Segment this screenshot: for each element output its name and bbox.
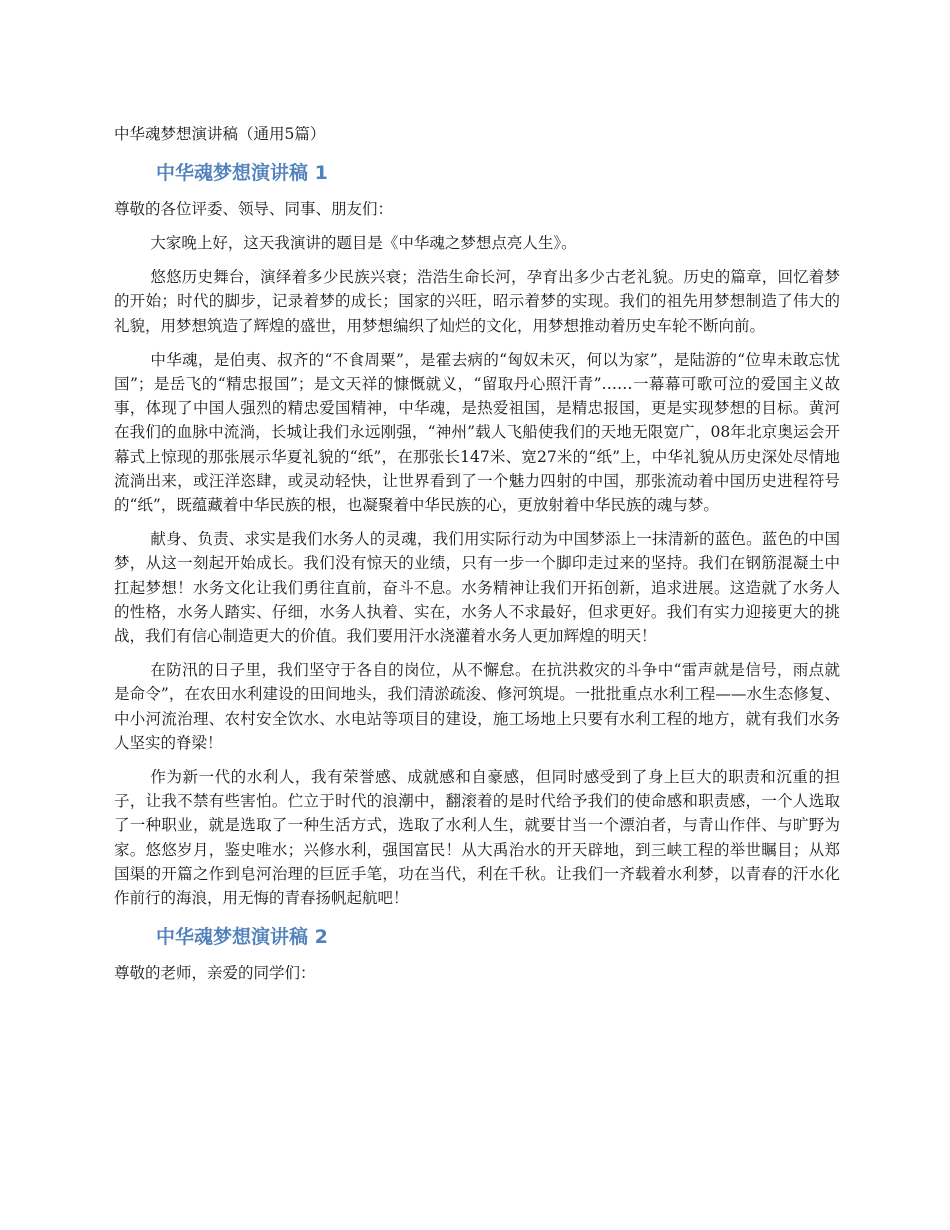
section-1-paragraph-3: 中华魂，是伯夷、叔齐的“不食周粟”，是霍去病的“匈奴未灭，何以为家”，是陆游的“位卑未敢忘忧国”；是岳飞的“精忠报国”；是文天祥的慷慨就义，“留取丹心照汗青”……一幕幕可歌可泣的爱国主义故事，体现了中国人强烈的精忠爱国精神，中华魂，是热爱祖国，是精忠报国，更是实现梦想的目标。黄河在我们的血脉中流淌，长城让我们永远刚强，“神州”载人飞船使我们的天地无限宽广，08年北京奥运会开幕式上惊现的那张展示华夏礼貌的“纸”，在那张长147米、宽27米的“纸”上，中华礼貌从历史深处尽情地流淌出来，或汪洋恣肆，或灵动轻快，让世界看到了一个魅力四射的中国，那张流动着中国历史进程符号的“纸”，既蕴藏着中华民族的根，也凝聚着中华民族的心，更放射着中华民族的魂与梦。 (114, 350, 840, 515)
section-1-paragraph-1: 大家晚上好，这天我演讲的题目是《中华魂之梦想点亮人生》。 (150, 234, 577, 252)
document-title: 中华魂梦想演讲稿（通用5篇） (114, 125, 326, 143)
section-1-paragraph-4: 献身、负责、求实是我们水务人的灵魂，我们用实际行动为中国梦添上一抹清新的蓝色。蓝色的中国梦，从这一刻起开始成长。我们没有惊天的业绩，只有一步一个脚印走过来的坚持。我们在钢筋混凝土中扛起梦想！水务文化让我们勇往直前，奋斗不息。水务精神让我们开拓创新，追求进展。这造就了水务人的性格，水务人踏实、仔细，水务人执着、实在，水务人不求最好，但求更好。我们有实力迎接更大的挑战，我们有信心制造更大的价值。我们要用汗水浇灌着水务人更加辉煌的明天！ (114, 530, 840, 646)
section-2-greeting: 尊敬的老师，亲爱的同学们： (114, 964, 316, 983)
document-body (114, 122, 840, 995)
section-1-paragraph-5: 在防汛的日子里，我们坚守于各自的岗位，从不懈怠。在抗洪救灾的斗争中“雷声就是信号，雨点就是命令”，在农田水利建设的田间地头，我们清淤疏浚、修河筑堤。一批批重点水利工程——水生态修复、中小河流治理、农村安全饮水、水电站等项目的建设，施工场地上只要有水利工程的地方，就有我们水务人坚实的脊梁！ (114, 661, 840, 752)
section-1-greeting: 尊敬的各位评委、领导、同事、朋友们： (114, 200, 394, 218)
section-heading-1: 中华魂梦想演讲稿 1 (156, 162, 328, 184)
section-1-paragraph-6: 作为新一代的水利人，我有荣誉感、成就感和自豪感，但同时感受到了身上巨大的职责和沉重的担子，让我不禁有些害怕。伫立于时代的浪潮中，翻滚着的是时代给予我们的使命感和职责感，一个人选取了一种职业，就是选取了一种生活方式，选取了水利人生，就要甘当一个漂泊者，与青山作伴、与旷野为家。悠悠岁月，鉴史唯水；兴修水利，强国富民！从大禹治水的开天辟地，到三峡工程的举世瞩目；从郑国渠的开篇之作到皂河治理的巨匠手笔，功在当代，利在千秋。让我们一齐载着水利梦，以青春的汗水化作前行的海浪，用无悔的青春扬帆起航吧！ (114, 768, 840, 908)
section-heading-2: 中华魂梦想演讲稿 2 (156, 926, 328, 949)
section-1-paragraph-2: 悠悠历史舞台，演绎着多少民族兴衰；浩浩生命长河，孕育出多少古老礼貌。历史的篇章，回忆着梦的开始；时代的脚步，记录着梦的成长；国家的兴旺，昭示着梦的实现。我们的祖先用梦想制造了伟大的礼貌，用梦想筑造了辉煌的盛世，用梦想编织了灿烂的文化，用梦想推动着历史车轮不断向前。 (114, 268, 840, 335)
